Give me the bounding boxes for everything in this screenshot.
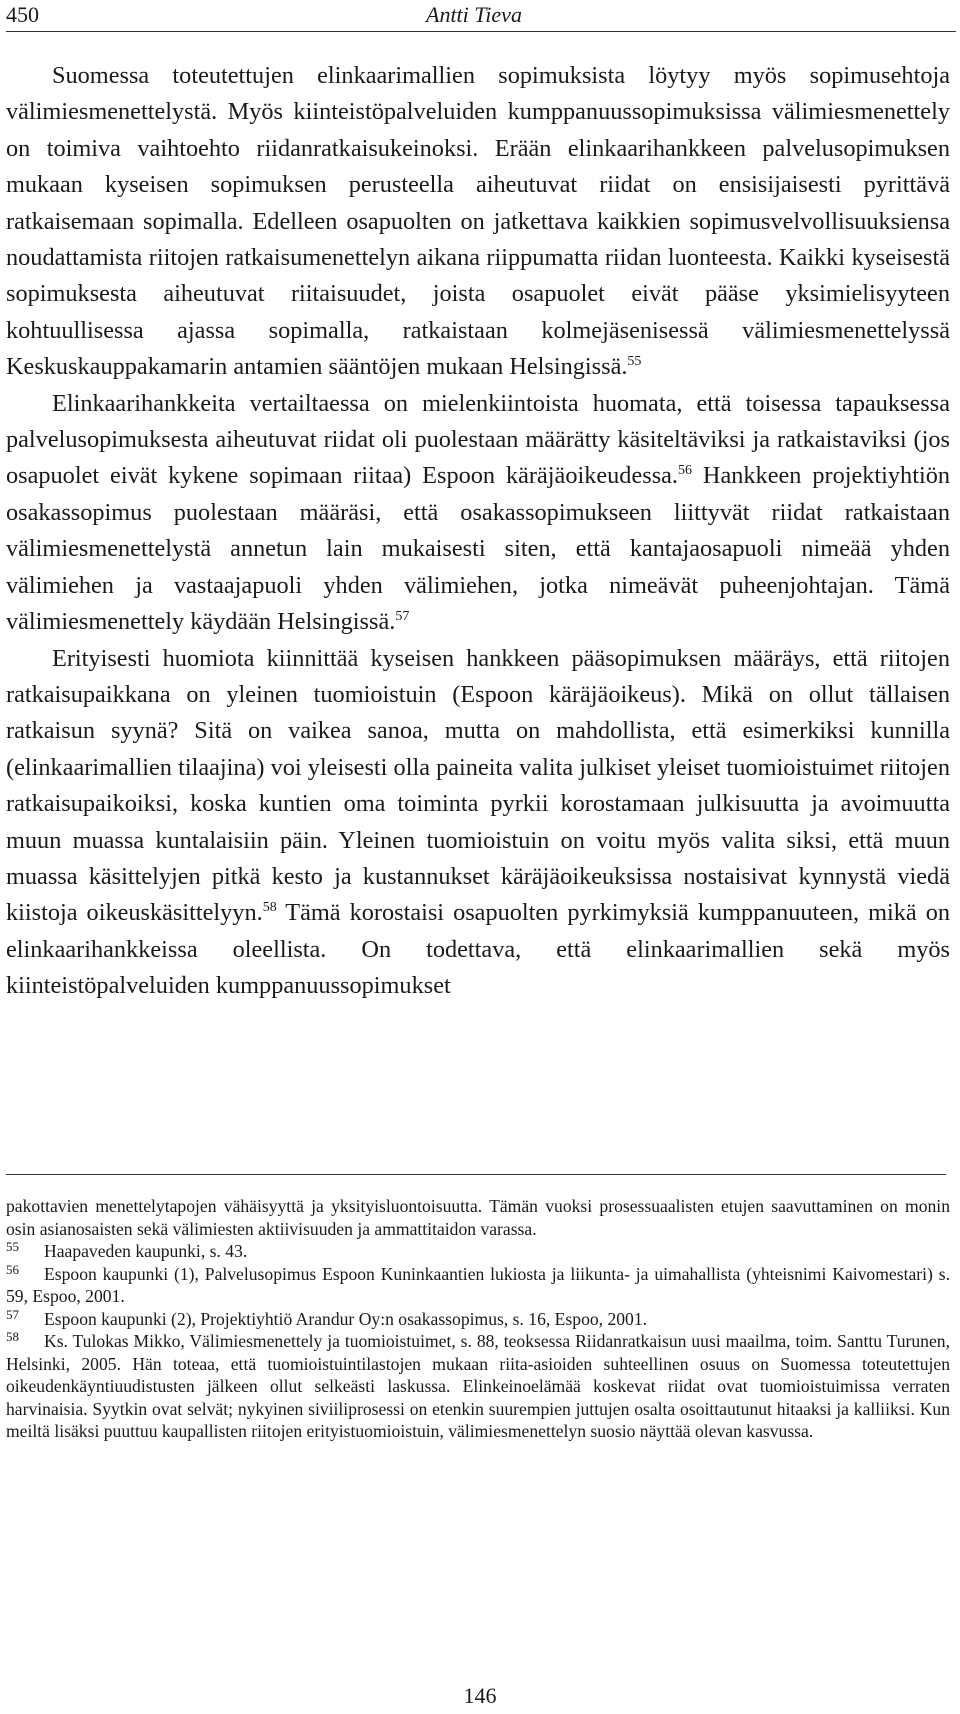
- footnote-ref: 56: [678, 463, 693, 479]
- footnote-ref: 55: [627, 354, 642, 370]
- body-text: [6, 58, 950, 1005]
- footnote-text: Haapaveden kaupunki, s. 43.: [44, 1241, 248, 1261]
- page-number-top: 450: [6, 2, 39, 27]
- paragraph: Suomessa toteutettujen elinkaarimallien sopimuksista löytyy myös sopimusehtoja välimiesmenettelystä. Myös kiinteistöpalveluiden kumppanuussopimuksissa välimiesmenettely on toimiva vaihtoehto riidanratkaisukeinoksi. Erään elinkaarihankkeen palvelusopimuksen mukaan kyseisen sopimuksen perusteella aiheutuvat riidat on ensisijaisesti pyrittävä ratkaisemaan sopimalla. Edelleen osapuolten on jatkettava kaikkien sopimusvelvollisuuksiensa noudattamista riitojen ratkaisumenettelyn aikana riippumatta riidan luonteesta. Kaikki kyseisestä sopimuksesta aiheutuvat riitaisuudet, joista osapuolet eivät pääse yksimielisyyteen kohtuullisessa ajassa sopimalla, ratkaistaan kolmejäsenisessä välimiesmenettelyssä Keskuskauppakamarin antamien sääntöjen mukaan Helsingissä.$^{55}$: [6, 62, 950, 381]
- footnote: [6, 1263, 950, 1308]
- page-number-bottom: 146: [463, 1683, 497, 1708]
- footnote-text: Ks. Tulokas Mikko, Välimiesmenettely ja tuomioistuimet, s. 88, teoksessa Riidanratkaisun uusi maailma, toim. Santtu Turunen, Helsinki, 2005. Hän toteaa, että tuomioistuintilastojen mukaan riita-asioiden suhteellinen osuus on Suomessa toteutettujen oikeudenkäyntiuudistusten jälkeen ollut selkeästi laskussa. Elinkeinoelämää koskevat riidat ovat tuomioistuimissa verraten harvinaisia. Syytkin ovat selvät; nykyinen siviiliprosessi on etenkin suurempien juttujen osalta osoittautunut hitaaksi ja kalliiksi. Kun meiltä lisäksi puuttuu kaupallisten riitojen erityistuomioistuin, välimiesmenettelyn suosio näyttää olevan kasvussa.: [6, 1331, 950, 1441]
- footnote-ref: 58: [262, 900, 277, 916]
- footnote-number: 57: [6, 1306, 19, 1322]
- footnote-rule: [6, 1174, 946, 1175]
- footnote-text: Espoon kaupunki (1), Palvelusopimus Espoon Kuninkaantien lukiosta ja liikunta- ja uimahallista (yhteisnimi Kaivomestari) s. 59, Espoo, 2001.: [6, 1263, 950, 1306]
- paragraph: Elinkaarihankkeita vertailtaessa on mielenkiintoista huomata, että toisessa tapauksessa palvelusopimuksesta aiheutuvat riidat oli puolestaan määrätty käsiteltäviksi ja ratkaistaviksi (jos osapuolet eivät kykene sopimaan riitaa) Espoon käräjäoikeudessa.$^{56}$ Hankkeen projektiyhtiön osakassopimus puolestaan määräsi, että osakassopimukseen liittyvät riidat ratkaistaan välimiesmenettelystä annetun lain mukaisesti siten, että kantajaosapuoli nimeää yhden välimiehen ja vastaajapuoli yhden välimiehen, jotka nimeävät puheenjohtajan. Tämä välimiesmenettely käydään Helsingissä.$^{57}$: [6, 389, 950, 636]
- page-header: [6, 0, 946, 32]
- footnote: [6, 1330, 950, 1443]
- header-rule: [6, 31, 956, 32]
- footnote: [6, 1240, 950, 1263]
- paragraph: Erityisesti huomiota kiinnittää kyseisen hankkeen pääsopimuksen määräys, että riitojen ratkaisupaikkana on yleinen tuomioistuin (Espoon käräjäoikeus). Mikä on ollut tällaisen ratkaisun syynä? Sitä on vaikea sanoa, mutta on mahdollista, että esimerkiksi kunnilla (elinkaarimallien tilaajina) voi yleisesti olla paineita valita julkiset yleiset tuomioistuimet riitojen ratkaisupaikoiksi, koska kuntien oma toiminta pyrkii korostamaan julkisuutta ja avoimuutta muun muassa kuntalaisiin päin. Yleinen tuomioistuin on voitu myös valita siksi, että muun muassa käsittelyjen pitkä kesto ja kustannukset käräjäoikeuksissa nostaisivat kynnystä viedä kiistoja oikeuskäsittelyyn.$^{58}$ Tämä korostaisi osapuolten pyrkimyksiä kumppanuuteen, mikä on elinkaarihankkeissa oleellista. On todettava, että elinkaarimallien sekä myös kiinteistöpalveluiden kumppanuussopimukset: [6, 644, 950, 1000]
- footnote-text: Espoon kaupunki (2), Projektiyhtiö Arandur Oy:n osakassopimus, s. 16, Espoo, 2001.: [44, 1308, 648, 1329]
- footnote: [6, 1308, 950, 1331]
- footnote-number: 58: [6, 1329, 19, 1344]
- footnote-continued: pakottavien menettelytapojen vähäisyyttä ja yksityisluontoisuutta. Tämän vuoksi prosessuaalisten etujen saavuttaminen on monin osin asianosaisten sekä välimiesten aktiivisuuden ja ammattitaidon varassa.: [6, 1196, 950, 1239]
- footnote-number: 56: [6, 1261, 19, 1277]
- footnote-number: 55: [6, 1239, 19, 1254]
- footnote-ref: 57: [395, 609, 410, 624]
- running-head: Antti Tieva: [426, 2, 522, 27]
- footnotes: [6, 1195, 950, 1443]
